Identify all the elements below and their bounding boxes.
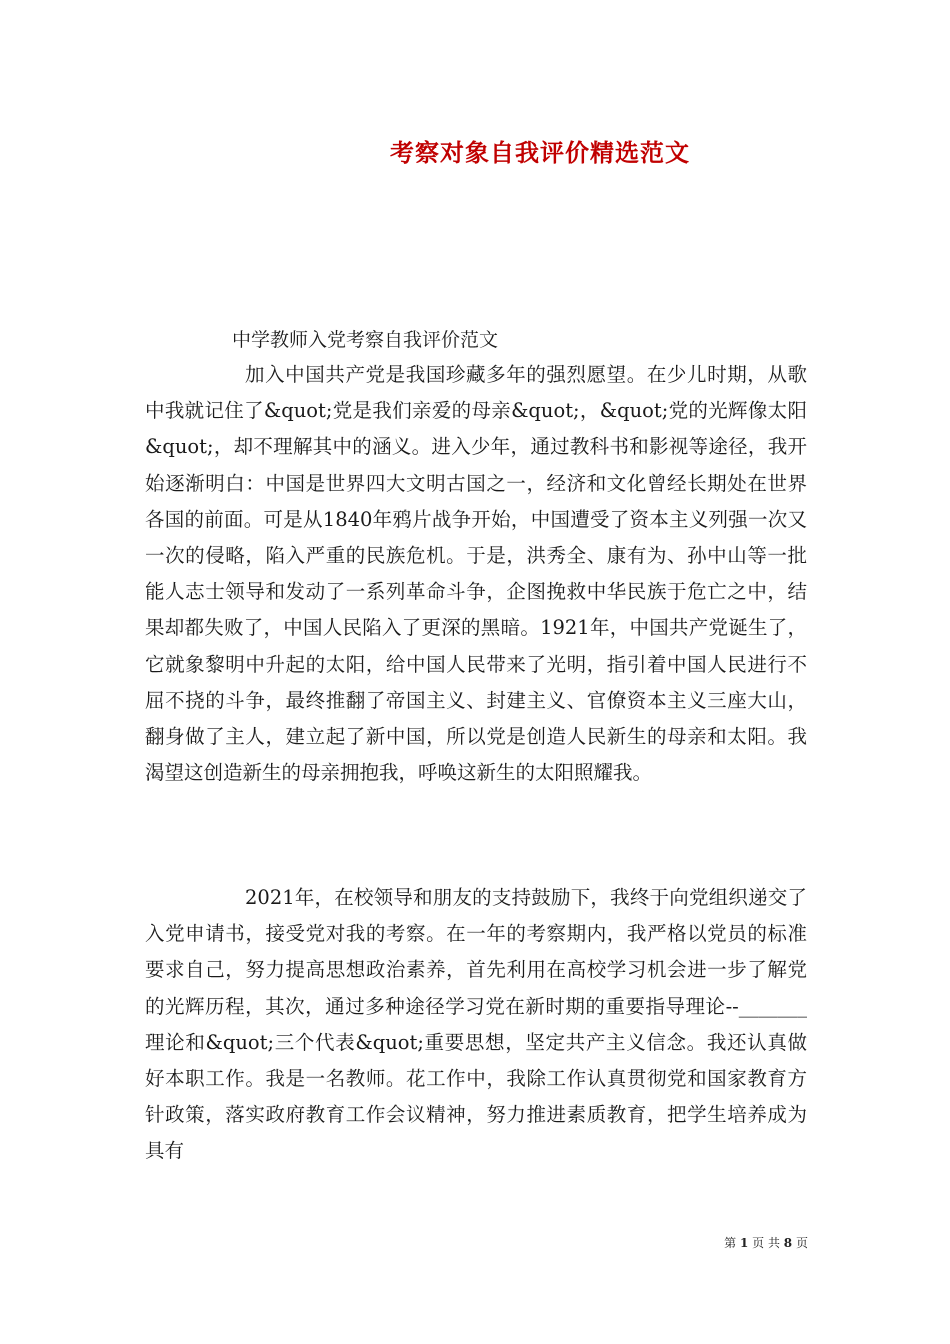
current-page-number: 1 xyxy=(739,1236,749,1250)
body-paragraph-2 xyxy=(145,880,807,1170)
document-title: 考察对象自我评价精选范文 xyxy=(390,138,690,167)
document-subtitle: 中学教师入党考察自我评价范文 xyxy=(232,329,499,351)
page-footer xyxy=(0,1234,808,1251)
footer-prefix: 第 xyxy=(724,1236,737,1250)
paragraph-text: 加入中国共产党是我国珍藏多年的强烈愿望。在少儿时期，从歌中我就记住了&quot;党是我们亲爱的母亲&quot;，&quot;党的光辉像太阳&quot;，却不理解其中的涵义。进入少年，通过教科书和影视等途径，我开始逐渐明白：中国是世界四大文明古国之一，经济和文化曾经长期处在世界各国的前面。可是从1840年鸦片战争开始，中国遭受了资本主义列强一次又一次的侵略，陷入严重的民族危机。于是，洪秀全、康有为、孙中山等一批能人志士领导和发动了一系列革命斗争，企图挽救中华民族于危亡之中，结果却都失败了，中国人民陷入了更深的黑暗。1921年，中国共产党诞生了，它就象黎明中升起的太阳，给中国人民带来了光明，指引着中国人民进行不屈不挠的斗争，最终推翻了帝国主义、封建主义、官僚资本主义三座大山，翻身做了主人，建立起了新中国，所以党是创造人民新生的母亲和太阳。我渴望这创造新生的母亲拥抱我，呼唤这新生的太阳照耀我。 xyxy=(145,363,807,785)
footer-suffix: 页 xyxy=(795,1236,808,1250)
footer-middle: 页 共 xyxy=(752,1236,780,1250)
paragraph-text: 2021年，在校领导和朋友的支持鼓励下，我终于向党组织递交了入党申请书，接受党对我的考察。在一年的考察期内，我严格以党员的标准要求自己，努力提高思想政治素养，首先利用在高校学习机会进一步了解党的光辉历程，其次，通过多种途径学习党在新时期的重要指导理论--_______理论和&quot;三个代表&quot;重要思想，坚定共产主义信念。我还认真做好本职工作。我是一名教师。花工作中，我除工作认真贯彻党和国家教育方针政策，落实政府教育工作会议精神，努力推进素质教育，把学生培养成为具有 xyxy=(145,886,807,1163)
body-paragraph-1 xyxy=(145,357,807,791)
total-pages-number: 8 xyxy=(783,1236,793,1250)
